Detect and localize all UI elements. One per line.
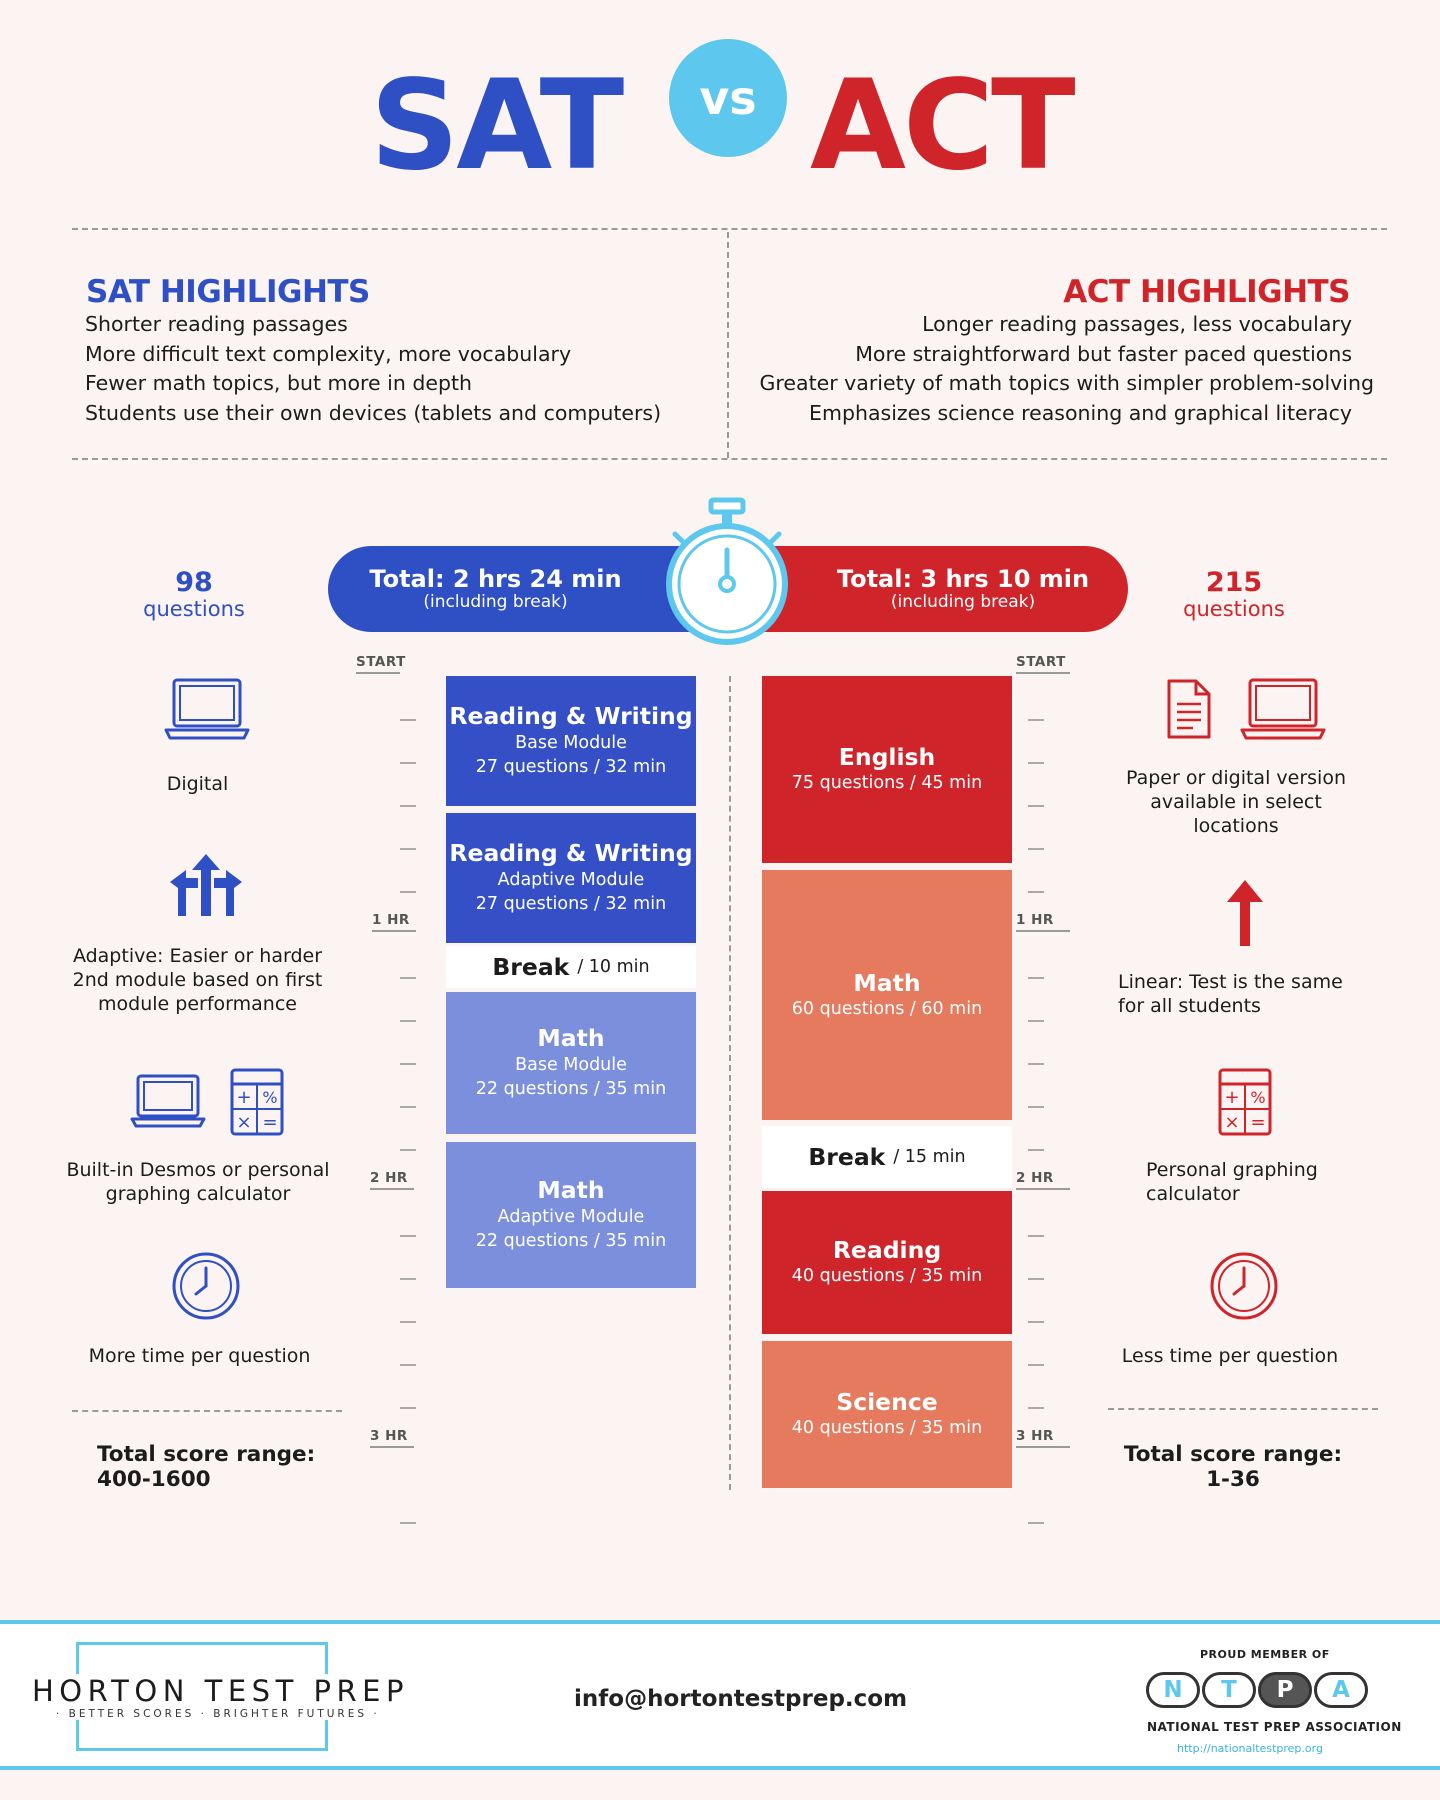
time-tick	[1028, 891, 1044, 893]
logo-frame-top	[76, 1642, 328, 1645]
feature-line: Linear: Test is the same	[1118, 971, 1343, 993]
svg-text:+: +	[236, 1087, 252, 1108]
time-tick	[400, 977, 416, 979]
time-tick	[400, 1020, 416, 1022]
time-tick	[400, 1522, 416, 1524]
list-item: Students use their own devices (tablets and computers)	[85, 400, 662, 425]
break-duration: / 10 min	[577, 957, 650, 977]
score-label: Total score range:	[97, 1442, 316, 1467]
time-tick	[400, 848, 416, 850]
block-detail: 27 questions / 32 min	[475, 757, 667, 778]
ntpa-name: NATIONAL TEST PREP ASSOCIATION	[1147, 1720, 1402, 1734]
time-tick	[1028, 805, 1044, 807]
time-tick	[400, 891, 416, 893]
ntpa-letter: T	[1202, 1672, 1256, 1708]
stopwatch-icon	[665, 496, 789, 648]
sat-calculator-label	[58, 1158, 338, 1206]
divider-act-score	[1108, 1408, 1378, 1410]
feature-line: 2nd module based on first	[72, 969, 323, 991]
ntpa-letter: N	[1146, 1672, 1200, 1708]
act-score-range	[1118, 1442, 1348, 1492]
ntpa-member-label: PROUD MEMBER OF	[1200, 1648, 1330, 1661]
act-block-break	[762, 1126, 1012, 1188]
block-name: Reading & Writing	[449, 702, 693, 731]
divider-middle	[72, 458, 1387, 460]
block-detail: 22 questions / 35 min	[475, 1231, 667, 1252]
block-detail: 22 questions / 35 min	[475, 1079, 667, 1100]
act-start-label: START	[1016, 654, 1070, 674]
block-name: English	[838, 743, 936, 772]
act-highlights-title: ACT HIGHLIGHTS	[1063, 274, 1350, 310]
sat-3hr-label: 3 HR	[370, 1428, 414, 1448]
feature-line: Adaptive: Easier or harder	[72, 945, 323, 967]
logo-frame-bottom	[76, 1748, 328, 1751]
act-linear-label	[1118, 970, 1358, 1018]
time-tick	[1028, 977, 1044, 979]
feature-line: graphing calculator	[105, 1183, 291, 1205]
time-tick	[400, 1149, 416, 1151]
block-detail: 40 questions / 35 min	[791, 1266, 983, 1287]
arrow-up-icon	[1225, 878, 1265, 948]
list-item: Longer reading passages, less vocabulary	[922, 312, 1352, 336]
break-label: Break	[492, 953, 570, 981]
time-tick	[400, 805, 416, 807]
list-item: Shorter reading passages	[85, 312, 348, 336]
act-3hr-label: 3 HR	[1016, 1428, 1070, 1448]
act-time-label: Less time per question	[1121, 1345, 1339, 1367]
time-tick	[1028, 1278, 1044, 1280]
vs-badge: vs	[669, 39, 787, 157]
time-tick	[1028, 1522, 1044, 1524]
break-label: Break	[808, 1143, 886, 1171]
time-tick	[1028, 1364, 1044, 1366]
act-calculator-label	[1146, 1158, 1346, 1206]
feature-line: module performance	[98, 993, 297, 1015]
svg-text:×: ×	[1224, 1112, 1240, 1133]
sat-highlights-title: SAT HIGHLIGHTS	[86, 274, 370, 310]
clock-icon	[170, 1250, 242, 1322]
time-tick	[400, 719, 416, 721]
calculator-icon	[230, 1068, 284, 1136]
sat-count: 98	[175, 567, 213, 598]
sat-2hr-label: 2 HR	[370, 1170, 414, 1190]
sat-highlights-list	[85, 310, 661, 428]
time-tick	[1028, 1321, 1044, 1323]
act-block-science	[762, 1341, 1012, 1488]
block-detail: 27 questions / 32 min	[475, 894, 667, 915]
feature-line: Paper or digital version	[1125, 767, 1346, 789]
act-1hr-label: 1 HR	[1016, 912, 1070, 932]
list-item: More difficult text complexity, more vocabulary	[85, 341, 572, 366]
block-module: Adaptive Module	[497, 869, 645, 890]
block-detail: 40 questions / 35 min	[791, 1418, 983, 1439]
sat-start-label: START	[356, 654, 400, 674]
block-name: Math	[537, 1176, 605, 1205]
time-tick	[400, 1321, 416, 1323]
ntpa-logo	[1146, 1672, 1368, 1708]
svg-text:+: +	[1224, 1087, 1240, 1108]
feature-line: locations	[1193, 815, 1279, 837]
sat-score-range	[97, 1442, 315, 1492]
act-block-english	[762, 676, 1012, 863]
footer-bottom-line	[0, 1766, 1440, 1770]
time-tick	[1028, 848, 1044, 850]
block-name: Math	[537, 1024, 605, 1053]
feature-line: calculator	[1146, 1183, 1240, 1205]
score-value: 1-36	[1206, 1467, 1260, 1492]
time-tick	[400, 1364, 416, 1366]
list-item: Fewer math topics, but more in depth	[85, 371, 473, 395]
ntpa-url[interactable]: http://nationaltestprep.org	[1177, 1742, 1323, 1755]
svg-text:=: =	[262, 1112, 278, 1133]
block-name: Math	[853, 968, 921, 997]
block-detail: 60 questions / 60 min	[791, 998, 983, 1019]
time-tick	[400, 1235, 416, 1237]
block-module: Adaptive Module	[497, 1206, 645, 1227]
act-total: Total: 3 hrs 10 min	[836, 565, 1090, 593]
svg-text:%: %	[1250, 1088, 1266, 1107]
feature-line: Personal graphing	[1146, 1159, 1318, 1181]
act-block-math	[762, 870, 1012, 1120]
block-detail: 75 questions / 45 min	[791, 773, 983, 794]
act-total-note: (including break)	[890, 592, 1036, 613]
score-value: 400-1600	[97, 1467, 211, 1492]
time-tick	[400, 1106, 416, 1108]
act-highlights-list	[734, 310, 1374, 428]
document-icon	[1166, 678, 1212, 740]
score-label: Total score range:	[1123, 1442, 1343, 1467]
time-tick	[400, 762, 416, 764]
logo: HORTON TEST PREP	[28, 1674, 413, 1708]
block-name: Reading & Writing	[449, 839, 693, 868]
act-question-count	[1144, 568, 1324, 621]
calculator-icon	[1218, 1068, 1272, 1136]
sat-time-label: More time per question	[88, 1345, 311, 1367]
sat-block-math-adaptive	[446, 1142, 696, 1288]
list-item: Emphasizes science reasoning and graphical literacy	[809, 400, 1352, 425]
act-format-label	[1110, 766, 1362, 838]
divider-top	[72, 228, 1387, 230]
laptop-icon	[130, 1074, 206, 1128]
block-name: Reading	[832, 1236, 942, 1265]
time-tick	[1028, 1106, 1044, 1108]
time-tick	[1028, 762, 1044, 764]
email-link[interactable]: info@hortontestprep.com	[574, 1686, 908, 1712]
time-tick	[1028, 719, 1044, 721]
act-2hr-label: 2 HR	[1016, 1170, 1070, 1190]
sat-adaptive-label	[60, 944, 335, 1016]
break-duration: / 15 min	[893, 1147, 966, 1167]
act-title: ACT	[810, 54, 1073, 198]
act-block-reading	[762, 1191, 1012, 1334]
time-tick	[400, 1063, 416, 1065]
list-item: Greater variety of math topics with simpler problem-solving	[759, 371, 1374, 395]
feature-line: Built-in Desmos or personal	[66, 1159, 330, 1181]
ntpa-letter: P	[1258, 1672, 1312, 1708]
svg-text:%: %	[262, 1088, 278, 1107]
block-name: Science	[836, 1388, 938, 1417]
time-tick	[1028, 1235, 1044, 1237]
time-tick	[1028, 1149, 1044, 1151]
clock-icon	[1208, 1250, 1280, 1322]
sat-1hr-label: 1 HR	[372, 912, 416, 932]
feature-line: available in select	[1150, 791, 1322, 813]
time-tick	[1028, 1020, 1044, 1022]
feature-line: for all students	[1118, 995, 1261, 1017]
block-module: Base Module	[515, 732, 627, 753]
sat-block-rw-adaptive	[446, 813, 696, 943]
time-tick	[400, 1407, 416, 1409]
divider-timeline	[729, 676, 731, 1490]
act-count-label: questions	[1183, 596, 1285, 621]
sat-digital-label: Digital	[166, 773, 229, 795]
ntpa-letter: A	[1314, 1672, 1368, 1708]
laptop-icon	[1240, 678, 1326, 742]
laptop-icon	[164, 678, 250, 742]
time-tick	[1028, 1063, 1044, 1065]
block-module: Base Module	[515, 1054, 627, 1075]
list-item: More straightforward but faster paced questions	[855, 341, 1352, 366]
time-tick	[400, 1278, 416, 1280]
sat-title: SAT	[370, 54, 622, 198]
divider-highlights	[727, 232, 729, 458]
sat-question-count	[104, 568, 284, 621]
act-count: 215	[1205, 567, 1263, 598]
adaptive-arrows-icon	[168, 852, 244, 918]
time-tick	[1028, 1407, 1044, 1409]
sat-block-math-base	[446, 992, 696, 1134]
sat-count-label: questions	[143, 596, 245, 621]
divider-sat-score	[72, 1410, 342, 1412]
sat-block-break	[446, 946, 696, 988]
sat-total: Total: 2 hrs 24 min	[369, 565, 622, 593]
sat-block-rw-base	[446, 676, 696, 806]
logo-tagline: · BETTER SCORES · BRIGHTER FUTURES ·	[52, 1708, 384, 1720]
svg-text:=: =	[1250, 1112, 1266, 1133]
sat-total-note: (including break)	[423, 592, 568, 613]
svg-text:×: ×	[236, 1112, 252, 1133]
